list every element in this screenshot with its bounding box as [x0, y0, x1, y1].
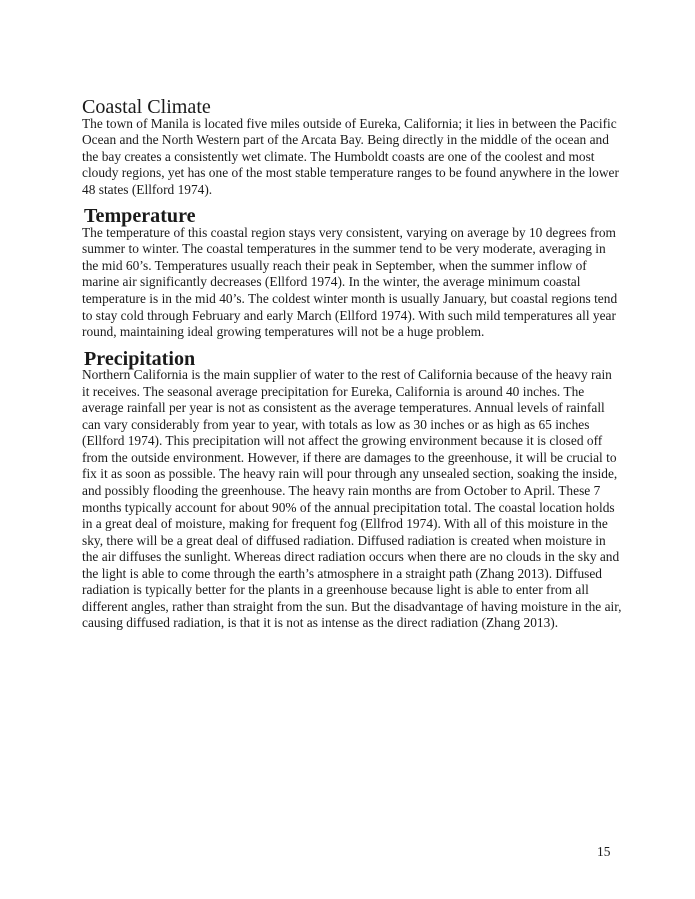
section-heading-precipitation: Precipitation [84, 347, 196, 370]
paragraph-precipitation: Northern California is the main supplier of water to the rest of California because of the heavy rain it receives. The seasonal average precipitation for Eureka, California is around 40 inches. The average rainfall per year is not as consistent as the average temperatures. Annual levels of rainfall can vary considerably from year to year, with totals as low as 30 inches or as high as 65 inches (Ellford 1974). This precipitation will not affect the growing environment because it is closed off from the outside environment. However, if there are damages to the greenhouse, it will be crucial to fix it as soon as possible. The heavy rain will pour through any unsealed section, soaking the inside, and possibly flooding the greenhouse. The heavy rain months are from October to April. These 7 months typically account for about 90% of the annual precipitation total. The coastal location holds in a great deal of moisture, making for frequent fog (Ellfrod 1974). With all of this moisture in the sky, there will be a great deal of diffused radiation. Diffused radiation is created when moisture in the air diffuses the sunlight. Whereas direct radiation occurs when there are no clouds in the sky and the light is able to come through the earth’s atmosphere in a straight path (Zhang 2013). Diffused radiation is typically better for the plants in a greenhouse because light is able to enter from all different angles, rather than straight from the sun. But the disadvantage of having moisture in the air, causing diffused radiation, is that it is not as intense as the direct radiation (Zhang 2013). [82, 367, 622, 631]
page-content [82, 96, 622, 632]
section-heading-temperature: Temperature [84, 205, 196, 228]
paragraph-temperature: The temperature of this coastal region stays very consistent, varying on average by 10 degrees from summer to winter. The coastal temperatures in the summer tend to be very moderate, averaging in the mid 60’s. Temperatures usually reach their peak in September, when the summer inflow of marine air significantly decreases (Ellford 1974). In the winter, the average minimum coastal temperature is in the mid 40’s. The coldest winter month is usually January, but coastal regions tend to stay cold through February and early March (Ellford 1974). With such mild temperatures all year round, maintaining ideal growing temperatures will not be a huge problem. [82, 224, 618, 340]
page-number: 15 [597, 844, 611, 859]
paragraph-coastal-climate: The town of Manila is located five miles outside of Eureka, California; it lies in between the Pacific Ocean and the North Western part of the Arcata Bay. Being directly in the middle of the ocean and the bay creates a consistently wet climate. The Humboldt coasts are one of the coolest and most cloudy regions, yet has one of the most stable temperature ranges to be found anywhere in the lower 48 states (Ellford 1974). [82, 115, 619, 197]
section-heading-coastal-climate: Coastal Climate [82, 96, 211, 118]
